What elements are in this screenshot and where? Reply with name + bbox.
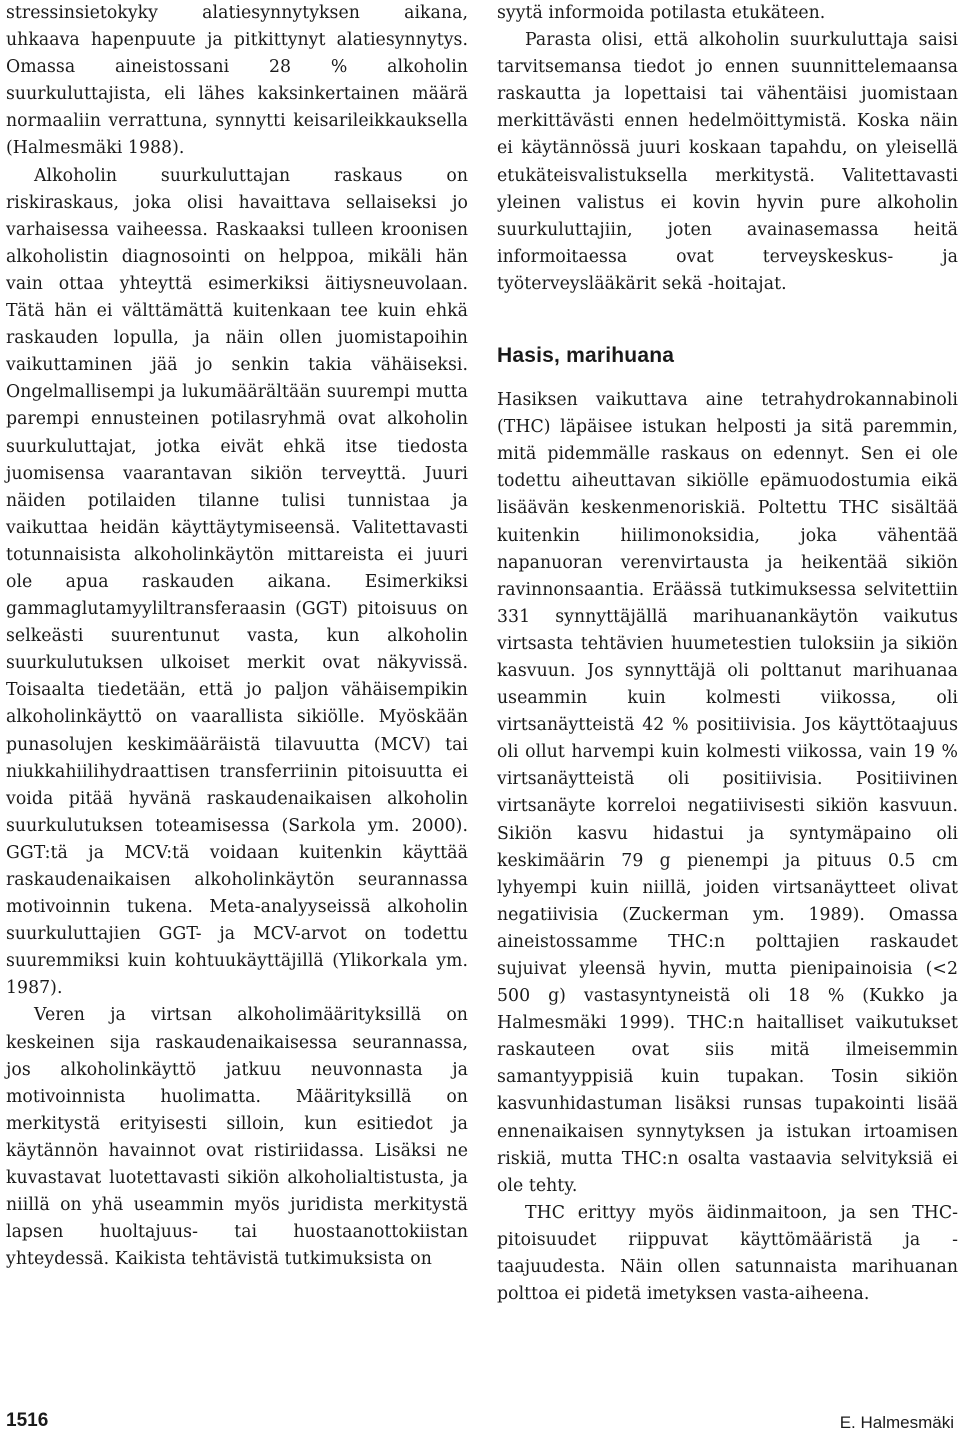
paragraph: THC erittyy myös äidinmaitoon, ja sen THC-pitoisuudet riippuvat käyttömääristä ja -taajuudesta. Näin ollen satunnaista marihuanan polttoa ei pidetä imetyksen vasta-aiheena. [497,1202,958,1305]
paragraph: stressinsietokyky alatiesynnytyksen aikana, uhkaava hapenpuute ja pitkittynyt alatiesynnytys. Omassa aineistossani 28 % alkoholin suurkuluttajista, eli lähes kaksinkertainen määrä normaaliin verrattuna, synnytti keisarileikkauksella (Halmesmäki 1988). [6,3,468,159]
running-author: E. Halmesmäki [839,1413,954,1432]
section-heading: Hasis, marihuana [497,344,675,368]
paragraph: Alkoholin suurkuluttajan raskaus on riskiraskaus, joka olisi havaittava sellaiseksi jo varhaisessa vaiheessa. Raskaaksi tulleen kroonisen alkoholistin diagnosointi on helppoa, mikäli hän vain ottaa yhteyttä esimerkiksi äitiysneuvolaan. Tätä hän ei välttämättä kuitenkaan tee kuin ehkä raskauden lopulla, ja näin ollen juomistapoihin vaikuttaminen jää jo senkin takia vähäiseksi. Ongelmallisempi ja lukumäärältään suurempi mutta parempi ennusteinen potilasryhmä ovat alkoholin suurkuluttajat, jotka eivät ehkä itse tiedosta juomisensa vaarantavan sikiön terveyttä. Juuri näiden potilaiden tilanne tulisi tunnistaa ja vaikuttaa heidän käyttäytymiseensä. Valitettavasti totunnaisista alkoholinkäytön mittareista ei juuri ole apua raskauden aikana. Esimerkiksi gammaglutamyyliltransferaasin (GGT) pitoisuus on selkeästi suurentunut vasta, kun alkoholin suurkulutuksen ulkoiset merkit ovat näkyvissä. Toisaalta tiedetään, että jo paljon vähäisempikin alkoholinkäyttö on vaarallista sikiölle. Myöskään punasolujen keskimääräistä tilavuutta (MCV) tai niukkahiilihydraattisen transferriinin pitoisuutta ei voida pitää hyvänä raskaudenaikaisen alkoholin suurkulutuksen toteamisessa (Sarkola ym. 2000). GGT:tä ja MCV:tä voidaan kuitenkin käyttää raskaudenaikaisen alkoholinkäytön seurannassa motivoinnin tukena. Meta-analyyseissä alkoholin suurkuluttajien GGT- ja MCV-arvot on todettu suuremmiksi kuin kohtuukäyttäjillä (Ylikorkala ym. 1987). [6,165,468,999]
paragraph: Hasiksen vaikuttava aine tetrahydrokannabinoli (THC) läpäisee istukan helposti ja sitä paremmin, mitä pidemmälle raskaus on edennyt. Sen ei ole todettu aiheuttavan sikiölle epämuodostumia eikä lisäävän keskenmenoriskiä. Poltettu THC sisältää kuitenkin hiilimonoksidia, joka vähentää napanuoran verenvirtausta ja heikentää sikiön ravinnonsaantia. Eräässä tutkimuksessa selvitettiin 331 synnyttäjällä marihuanankäytön vaikutus virtsasta tehtävien huumetestien tuloksiin ja sikiön kasvuun. Jos synnyttäjä oli polttanut marihuanaa useammin kuin kolmesti viikossa, oli virtsanäytteistä 42 % positiivisia. Jos käyttötaajuus oli ollut harvempi kuin kolmesti viikossa, vain 19 % virtsanäytteistä oli positiivisia. Positiivinen virtsanäyte korreloi negatiivisesti sikiön kasvuun. Sikiön kasvu hidastui ja syntymäpaino oli keskimäärin 79 g pienempi ja pituus 0.5 cm lyhyempi kuin niillä, joiden virtsanäytteet olivat negatiivisia (Zuckerman ym. 1989). Omassa aineistossamme THC:n polttajien raskaudet sujuivat yleensä hyvin, mutta pienipainoisia (<2 500 g) vastasyntyneistä oli 18 % (Kukko ja Halmesmäki 1999). THC:n haitalliset vaikutukset raskauteen ovat siis mitä ilmeisemmin samantyyppisiä kuin tupakan. Tosin sikiön kasvunhidastuman lisäksi runsas tupakointi lisää ennenaikaisen synnytyksen ja istukan irtoamisen riskiä, mutta THC:n osalta vastaavia selvityksiä ei ole tehty. [497,390,958,1196]
paragraph: Veren ja virtsan alkoholimäärityksillä on keskeinen sija raskaudenaikaisessa seurannassa, jos alkoholinkäyttö jatkuu neuvonnasta ja motivoinnista huolimatta. Määrityksillä on merkitystä erityisesti silloin, kun esitiedot ja käytännön havainnot ovat ristiriidassa. Lisäksi ne kuvastavat luotettavasti sikiön alkoholialtistusta, ja niillä on yhä useammin myös juridista merkitystä lapsen huoltajuus- tai huostaanottokiistan yhteydessä. Kaikista tehtävistä tutkimuksista on [6,1005,468,1270]
right-column [497,0,958,1308]
page-number: 1516 [6,1410,49,1431]
paragraph: Parasta olisi, että alkoholin suurkuluttaja saisi tarvitsemansa tiedot jo ennen suunnittelemaansa raskautta ja lopettaisi tai vähentäisi juomistaan merkittävästi ennen hedelmöittymistä. Koska näin ei käytännössä juuri koskaan tapahdu, on yleisellä etukäteisvalistuksella merkitystä. Valitettavasti yleinen valistus ei kovin hyvin pure alkoholin suurkuluttajiin, joten avainasemassa heitä informoitaessa ovat terveyskeskus- ja työterveyslääkärit sekä -hoitajat. [497,30,958,294]
left-column [6,0,468,1273]
paragraph: syytä informoida potilasta etukäteen. [497,3,826,23]
